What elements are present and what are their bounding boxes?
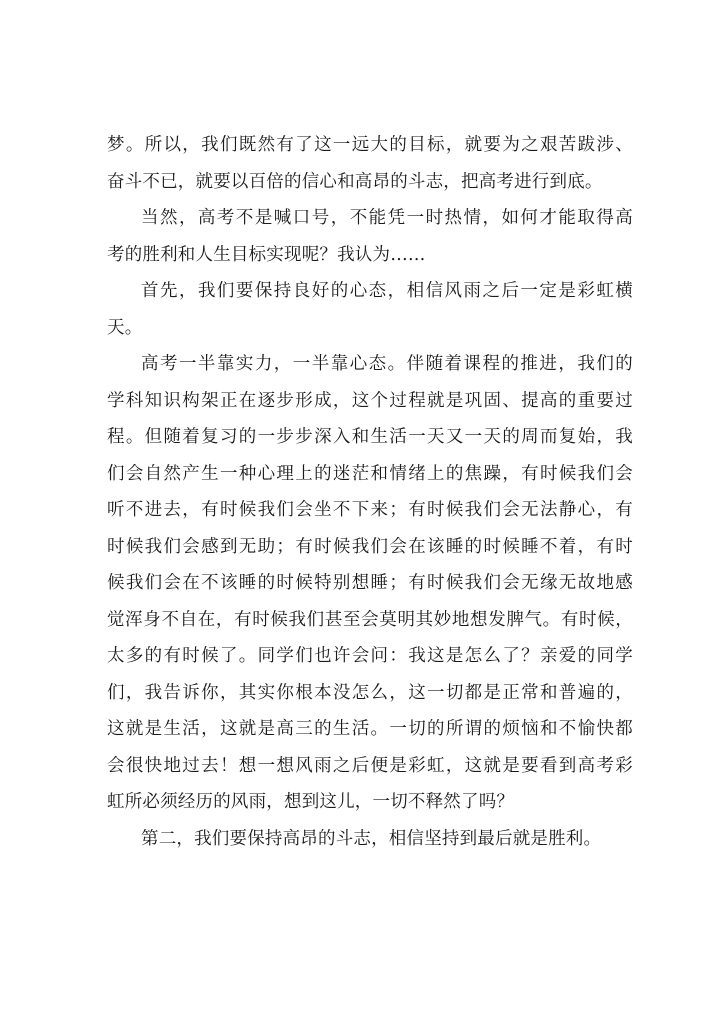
text-line: 们，我告诉你，其实你根本没怎么，这一切都是正常和普遍的， (107, 682, 633, 703)
text-line: 程。但随着复习的一步步深入和生活一天又一天的周而复始，我 (107, 427, 633, 447)
text-line: 会很快地过去！想一想风雨之后便是彩虹，这就是要看到高考彩 (107, 755, 633, 776)
body-text (107, 127, 633, 857)
text-line: 候我们会在不该睡的时候特别想睡；有时候我们会无缘无故地感 (107, 573, 633, 593)
text-line: 学科知识构架正在逐步形成，这个过程就是巩固、提高的重要过 (107, 390, 633, 411)
text-line: 这就是生活，这就是高三的生活。一切的所谓的烦恼和不愉快都 (107, 719, 633, 739)
text-line: 听不进去，有时候我们会坐不下来；有时候我们会无法静心，有 (107, 500, 633, 520)
text-line: 天。 (107, 317, 143, 338)
text-line: 梦。所以，我们既然有了这一远大的目标，就要为之艰苦跋涉、 (107, 135, 633, 155)
text-line: 虹所必须经历的风雨，想到这儿，一切不释然了吗？ (107, 792, 515, 812)
text-line: 高考一半靠实力，一半靠心态。伴随着课程的推进，我们的 (141, 354, 633, 374)
text-line: 们会自然产生一种心理上的迷茫和情绪上的焦躁，有时候我们会 (107, 463, 633, 484)
text-line: 第二，我们要保持高昂的斗志，相信坚持到最后就是胜利。 (141, 828, 602, 849)
text-line: 当然，高考不是喊口号，不能凭一时热情，如何才能取得高 (141, 208, 633, 228)
text-line: 奋斗不已，就要以百倍的信心和高昂的斗志，把高考进行到底。 (107, 171, 603, 192)
text-line: 考的胜利和人生目标实现呢？我认为…… (107, 244, 426, 265)
text-line: 觉浑身不自在，有时候我们甚至会莫明其妙地想发脾气。有时候， (107, 609, 633, 630)
text-line: 首先，我们要保持良好的心态，相信风雨之后一定是彩虹横 (141, 281, 633, 301)
text-line: 时候我们会感到无助；有时候我们会在该睡的时候睡不着，有时 (107, 536, 633, 557)
text-line: 太多的有时候了。同学们也许会问：我这是怎么了？亲爱的同学 (107, 646, 633, 666)
